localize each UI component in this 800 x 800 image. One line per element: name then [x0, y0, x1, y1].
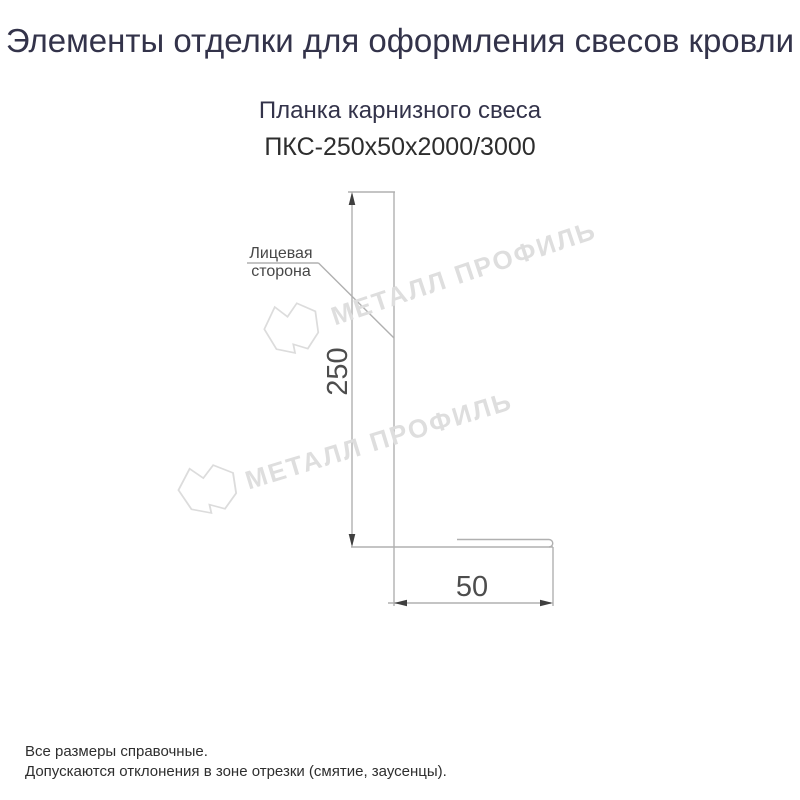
watermark-brand-text: МЕТАЛЛ ПРОФИЛЬ [241, 385, 517, 496]
face-side-label-line1: Лицевая [249, 245, 313, 262]
product-name: Планка карнизного свеса [258, 97, 542, 124]
footnotes [25, 742, 725, 782]
height-dimension-label: 250 [322, 347, 354, 396]
footnote-line1: Все размеры справочные. [25, 743, 208, 760]
metall-profil-logo-icon [178, 465, 236, 513]
dimension-arrow-left [394, 600, 407, 607]
face-side-label-line2: сторона [251, 262, 311, 280]
metall-profil-logo-icon [264, 303, 318, 353]
watermark-brand-text: МЕТАЛЛ ПРОФИЛЬ [327, 214, 601, 332]
dimension-arrow-right [540, 600, 553, 607]
face-side-label [233, 245, 329, 280]
dimension-arrow-down [349, 534, 356, 547]
page-title: Элементы отделки для оформления свесов кровли [5, 22, 795, 59]
product-code: ПКС-250х50х2000/3000 [264, 133, 536, 161]
dimension-arrow-up [349, 192, 356, 205]
width-dimension-label: 50 [455, 571, 489, 603]
hem-fold-line [457, 540, 553, 548]
footnote-line2: Допускаются отклонения в зоне отрезки (смятие, заусенцы). [25, 763, 447, 780]
